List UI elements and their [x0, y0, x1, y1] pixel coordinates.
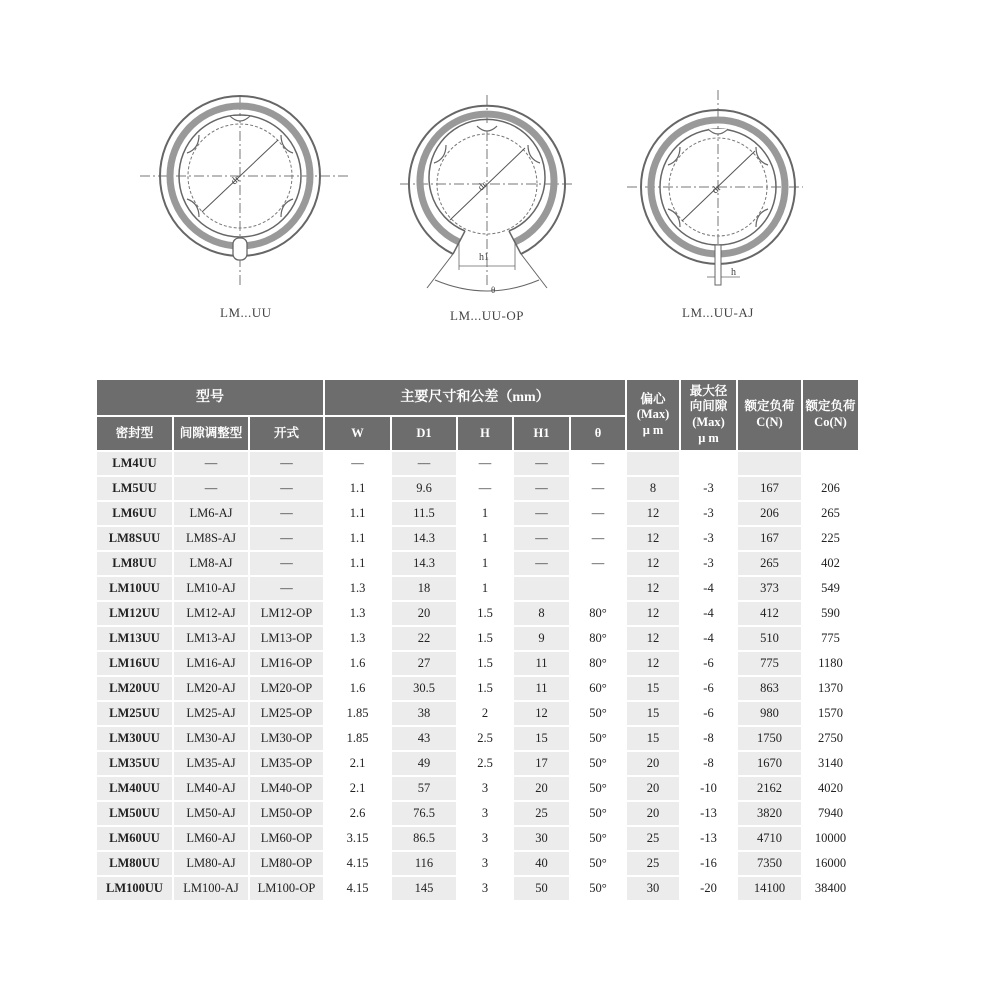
cell-h1 [514, 577, 571, 602]
cell-sealed: LM16UU [97, 652, 174, 677]
cell-load-c [738, 452, 803, 477]
cell-eccentricity: 12 [627, 652, 681, 677]
cell-eccentricity [627, 452, 681, 477]
cell-load-co: 265 [803, 502, 860, 527]
cell-load-co: 1570 [803, 702, 860, 727]
table-row [97, 452, 860, 477]
bearing-open-drawing [395, 90, 585, 305]
cell-sealed: LM8SUU [97, 527, 174, 552]
table-row [97, 602, 860, 627]
cell-open: LM16-OP [250, 652, 325, 677]
cell-w: 1.6 [325, 677, 392, 702]
cell-load-c: 412 [738, 602, 803, 627]
cell-theta: 50° [571, 702, 627, 727]
cell-load-c: 1670 [738, 752, 803, 777]
cell-clearance: -20 [681, 877, 738, 902]
cell-clearance: -3 [681, 552, 738, 577]
cell-d1: 22 [392, 627, 458, 652]
cell-theta: — [571, 527, 627, 552]
cell-theta: 50° [571, 852, 627, 877]
cell-clearance: -6 [681, 677, 738, 702]
cell-adjustable: LM60-AJ [174, 827, 250, 852]
cell-sealed: LM13UU [97, 627, 174, 652]
cell-sealed: LM10UU [97, 577, 174, 602]
table-row [97, 727, 860, 752]
subheader-theta: θ [571, 417, 627, 452]
cell-h1: 11 [514, 652, 571, 677]
cell-h1: — [514, 452, 571, 477]
cell-h: — [458, 477, 514, 502]
cell-d1: 145 [392, 877, 458, 902]
cell-eccentricity: 20 [627, 802, 681, 827]
cell-h1: 30 [514, 827, 571, 852]
cell-sealed: LM35UU [97, 752, 174, 777]
cell-d1: 38 [392, 702, 458, 727]
cell-eccentricity: 12 [627, 502, 681, 527]
spec-table [97, 380, 860, 902]
cell-load-c: 265 [738, 552, 803, 577]
cell-load-co: 7940 [803, 802, 860, 827]
cell-open: — [250, 527, 325, 552]
cell-load-c: 7350 [738, 852, 803, 877]
cell-load-c: 980 [738, 702, 803, 727]
cell-eccentricity: 25 [627, 827, 681, 852]
table-row [97, 677, 860, 702]
cell-sealed: LM100UU [97, 877, 174, 902]
header-model: 型号 [97, 380, 325, 417]
cell-load-co: 2750 [803, 727, 860, 752]
cell-h: 1.5 [458, 652, 514, 677]
cell-theta: — [571, 552, 627, 577]
svg-text:h: h [731, 267, 736, 278]
cell-load-c: 167 [738, 477, 803, 502]
svg-text:θ: θ [491, 285, 496, 295]
cell-w: 4.15 [325, 852, 392, 877]
cell-d1: 43 [392, 727, 458, 752]
cell-open: LM100-OP [250, 877, 325, 902]
cell-w: 1.1 [325, 502, 392, 527]
subheader-open: 开式 [250, 417, 325, 452]
table-row [97, 627, 860, 652]
cell-eccentricity: 15 [627, 702, 681, 727]
cell-h1: — [514, 552, 571, 577]
cell-load-c: 3820 [738, 802, 803, 827]
cell-clearance: -6 [681, 702, 738, 727]
cell-load-co: 225 [803, 527, 860, 552]
cell-d1: 57 [392, 777, 458, 802]
cell-open: — [250, 577, 325, 602]
cell-clearance: -3 [681, 477, 738, 502]
cell-load-c: 373 [738, 577, 803, 602]
cell-clearance: -13 [681, 827, 738, 852]
cell-adjustable: LM50-AJ [174, 802, 250, 827]
cell-w: 1.1 [325, 477, 392, 502]
diagram-label-uu-op: LM...UU-OP [450, 308, 524, 323]
cell-load-co: 10000 [803, 827, 860, 852]
diagram-lm-uu [140, 90, 360, 290]
cell-theta: 80° [571, 602, 627, 627]
cell-open: — [250, 452, 325, 477]
cell-sealed: LM5UU [97, 477, 174, 502]
cell-h1: 40 [514, 852, 571, 877]
diagram-lm-uu-op [395, 90, 585, 305]
table-row [97, 502, 860, 527]
header-dimensions: 主要尺寸和公差（mm） [325, 380, 627, 417]
table-row [97, 802, 860, 827]
cell-open: LM25-OP [250, 702, 325, 727]
table-row [97, 552, 860, 577]
cell-h: 1 [458, 527, 514, 552]
cell-d1: 49 [392, 752, 458, 777]
cell-load-c: 206 [738, 502, 803, 527]
cell-h1: 20 [514, 777, 571, 802]
table-row [97, 527, 860, 552]
subheader-h: H [458, 417, 514, 452]
cell-theta: 50° [571, 727, 627, 752]
header-load-c: 额定负荷 C(N) [738, 380, 803, 452]
cell-w: 1.6 [325, 652, 392, 677]
cell-adjustable: LM8S-AJ [174, 527, 250, 552]
cell-theta: — [571, 477, 627, 502]
cell-h: 3 [458, 827, 514, 852]
cell-sealed: LM50UU [97, 802, 174, 827]
cell-w: 2.6 [325, 802, 392, 827]
cell-clearance: -3 [681, 502, 738, 527]
cell-d1: 18 [392, 577, 458, 602]
cell-sealed: LM4UU [97, 452, 174, 477]
cell-load-co: 549 [803, 577, 860, 602]
cell-eccentricity: 12 [627, 552, 681, 577]
cell-clearance: -4 [681, 602, 738, 627]
cell-w: 1.3 [325, 602, 392, 627]
cell-sealed: LM20UU [97, 677, 174, 702]
cell-theta: 50° [571, 752, 627, 777]
subheader-w: W [325, 417, 392, 452]
cell-w: 3.15 [325, 827, 392, 852]
cell-load-co: 16000 [803, 852, 860, 877]
svg-text:dr: dr [475, 179, 490, 194]
subheader-adjustable: 间隙调整型 [174, 417, 250, 452]
cell-clearance: -16 [681, 852, 738, 877]
cell-adjustable: LM30-AJ [174, 727, 250, 752]
cell-h1: 25 [514, 802, 571, 827]
cell-adjustable: LM20-AJ [174, 677, 250, 702]
cell-h: 1.5 [458, 627, 514, 652]
cell-open: — [250, 502, 325, 527]
cell-h: 2.5 [458, 727, 514, 752]
cell-open: LM30-OP [250, 727, 325, 752]
cell-theta: 50° [571, 802, 627, 827]
cell-sealed: LM12UU [97, 602, 174, 627]
cell-load-c: 510 [738, 627, 803, 652]
cell-sealed: LM40UU [97, 777, 174, 802]
cell-load-co: 402 [803, 552, 860, 577]
cell-open: LM35-OP [250, 752, 325, 777]
cell-load-co: 775 [803, 627, 860, 652]
cell-h1: 9 [514, 627, 571, 652]
cell-h1: — [514, 527, 571, 552]
cell-theta [571, 577, 627, 602]
cell-theta: — [571, 502, 627, 527]
cell-h: 3 [458, 852, 514, 877]
cell-h: 3 [458, 802, 514, 827]
table-row [97, 752, 860, 777]
table-row [97, 877, 860, 902]
cell-d1: 20 [392, 602, 458, 627]
cell-h: 2.5 [458, 752, 514, 777]
cell-eccentricity: 12 [627, 627, 681, 652]
subheader-h1: H1 [514, 417, 571, 452]
cell-h: — [458, 452, 514, 477]
header-eccentricity: 偏心 (Max) μ m [627, 380, 681, 452]
cell-w: 2.1 [325, 752, 392, 777]
cell-load-c: 1750 [738, 727, 803, 752]
table-row [97, 702, 860, 727]
cell-load-co: 3140 [803, 752, 860, 777]
cell-h1: 17 [514, 752, 571, 777]
cell-h1: 12 [514, 702, 571, 727]
cell-adjustable: LM12-AJ [174, 602, 250, 627]
cell-open: LM40-OP [250, 777, 325, 802]
cell-h: 1 [458, 502, 514, 527]
cell-h: 1 [458, 552, 514, 577]
cell-w: 4.15 [325, 877, 392, 902]
cell-clearance: -8 [681, 727, 738, 752]
cell-adjustable: LM100-AJ [174, 877, 250, 902]
cell-open: LM60-OP [250, 827, 325, 852]
cell-h: 1.5 [458, 677, 514, 702]
cell-w: 1.3 [325, 577, 392, 602]
bearing-adjustable-drawing [625, 85, 805, 295]
cell-w: 1.1 [325, 527, 392, 552]
cell-h: 2 [458, 702, 514, 727]
cell-load-co: 1370 [803, 677, 860, 702]
cell-h: 1 [458, 577, 514, 602]
cell-theta: 80° [571, 652, 627, 677]
cell-load-c: 4710 [738, 827, 803, 852]
cell-clearance: -3 [681, 527, 738, 552]
subheader-sealed: 密封型 [97, 417, 174, 452]
spec-table-body [97, 452, 860, 902]
cell-open: LM80-OP [250, 852, 325, 877]
cell-h1: — [514, 502, 571, 527]
cell-open: — [250, 477, 325, 502]
cell-theta: 50° [571, 877, 627, 902]
cell-adjustable: LM10-AJ [174, 577, 250, 602]
header-clearance: 最大径 向间隙 (Max) μ m [681, 380, 738, 452]
cell-load-co: 4020 [803, 777, 860, 802]
diagram-label-uu: LM...UU [220, 305, 272, 320]
diagram-label-uu-aj: LM...UU-AJ [682, 305, 754, 320]
cell-d1: 116 [392, 852, 458, 877]
cell-w: — [325, 452, 392, 477]
cell-adjustable: LM40-AJ [174, 777, 250, 802]
cell-h: 3 [458, 877, 514, 902]
cell-open: — [250, 552, 325, 577]
cell-adjustable: LM80-AJ [174, 852, 250, 877]
cell-d1: 76.5 [392, 802, 458, 827]
cell-w: 1.3 [325, 627, 392, 652]
bearing-closed-drawing [140, 90, 360, 290]
cell-clearance: -10 [681, 777, 738, 802]
cell-clearance: -4 [681, 627, 738, 652]
cell-w: 1.85 [325, 727, 392, 752]
cell-open: LM50-OP [250, 802, 325, 827]
cell-load-co: 206 [803, 477, 860, 502]
table-row [97, 827, 860, 852]
cell-d1: 27 [392, 652, 458, 677]
cell-sealed: LM8UU [97, 552, 174, 577]
cell-eccentricity: 30 [627, 877, 681, 902]
cell-theta: 50° [571, 827, 627, 852]
cell-open: LM13-OP [250, 627, 325, 652]
cell-eccentricity: 8 [627, 477, 681, 502]
cell-d1: 14.3 [392, 527, 458, 552]
cell-d1: 86.5 [392, 827, 458, 852]
cell-theta: 80° [571, 627, 627, 652]
cell-adjustable: — [174, 477, 250, 502]
cell-adjustable: LM6-AJ [174, 502, 250, 527]
cell-h1: 8 [514, 602, 571, 627]
cell-sealed: LM25UU [97, 702, 174, 727]
cell-adjustable: LM13-AJ [174, 627, 250, 652]
cell-eccentricity: 12 [627, 527, 681, 552]
cell-sealed: LM80UU [97, 852, 174, 877]
cell-sealed: LM30UU [97, 727, 174, 752]
cell-load-c: 775 [738, 652, 803, 677]
cell-w: 2.1 [325, 777, 392, 802]
cell-h1: 50 [514, 877, 571, 902]
cell-load-c: 863 [738, 677, 803, 702]
cell-adjustable: LM16-AJ [174, 652, 250, 677]
cell-adjustable: LM25-AJ [174, 702, 250, 727]
cell-load-co [803, 452, 860, 477]
cell-load-co: 590 [803, 602, 860, 627]
svg-text:dr: dr [709, 182, 724, 197]
cell-h1: 11 [514, 677, 571, 702]
table-row [97, 477, 860, 502]
cell-eccentricity: 20 [627, 752, 681, 777]
cell-sealed: LM6UU [97, 502, 174, 527]
cell-d1: 14.3 [392, 552, 458, 577]
cell-theta: 60° [571, 677, 627, 702]
cell-w: 1.85 [325, 702, 392, 727]
cell-theta: 50° [571, 777, 627, 802]
cell-eccentricity: 20 [627, 777, 681, 802]
cell-d1: — [392, 452, 458, 477]
cell-eccentricity: 12 [627, 602, 681, 627]
table-row [97, 777, 860, 802]
cell-h1: 15 [514, 727, 571, 752]
table-row [97, 852, 860, 877]
cell-eccentricity: 25 [627, 852, 681, 877]
cell-d1: 11.5 [392, 502, 458, 527]
table-row [97, 652, 860, 677]
table-row [97, 577, 860, 602]
cell-eccentricity: 12 [627, 577, 681, 602]
cell-load-co: 38400 [803, 877, 860, 902]
cell-d1: 30.5 [392, 677, 458, 702]
cell-load-c: 2162 [738, 777, 803, 802]
cell-adjustable: — [174, 452, 250, 477]
cell-theta: — [571, 452, 627, 477]
svg-text:h1: h1 [479, 252, 489, 263]
cell-sealed: LM60UU [97, 827, 174, 852]
cell-adjustable: LM8-AJ [174, 552, 250, 577]
cell-h: 3 [458, 777, 514, 802]
cell-eccentricity: 15 [627, 677, 681, 702]
cell-load-c: 167 [738, 527, 803, 552]
cell-open: LM12-OP [250, 602, 325, 627]
cell-load-co: 1180 [803, 652, 860, 677]
header-load-co: 额定负荷 Co(N) [803, 380, 860, 452]
cell-clearance: -8 [681, 752, 738, 777]
subheader-d1: D1 [392, 417, 458, 452]
diagram-lm-uu-aj [625, 85, 805, 295]
cell-load-c: 14100 [738, 877, 803, 902]
cell-eccentricity: 15 [627, 727, 681, 752]
cell-clearance: -4 [681, 577, 738, 602]
cell-adjustable: LM35-AJ [174, 752, 250, 777]
cell-clearance: -13 [681, 802, 738, 827]
cell-open: LM20-OP [250, 677, 325, 702]
svg-text:dr: dr [228, 173, 243, 188]
cell-clearance [681, 452, 738, 477]
cell-h1: — [514, 477, 571, 502]
cell-d1: 9.6 [392, 477, 458, 502]
cell-h: 1.5 [458, 602, 514, 627]
cell-clearance: -6 [681, 652, 738, 677]
cell-w: 1.1 [325, 552, 392, 577]
